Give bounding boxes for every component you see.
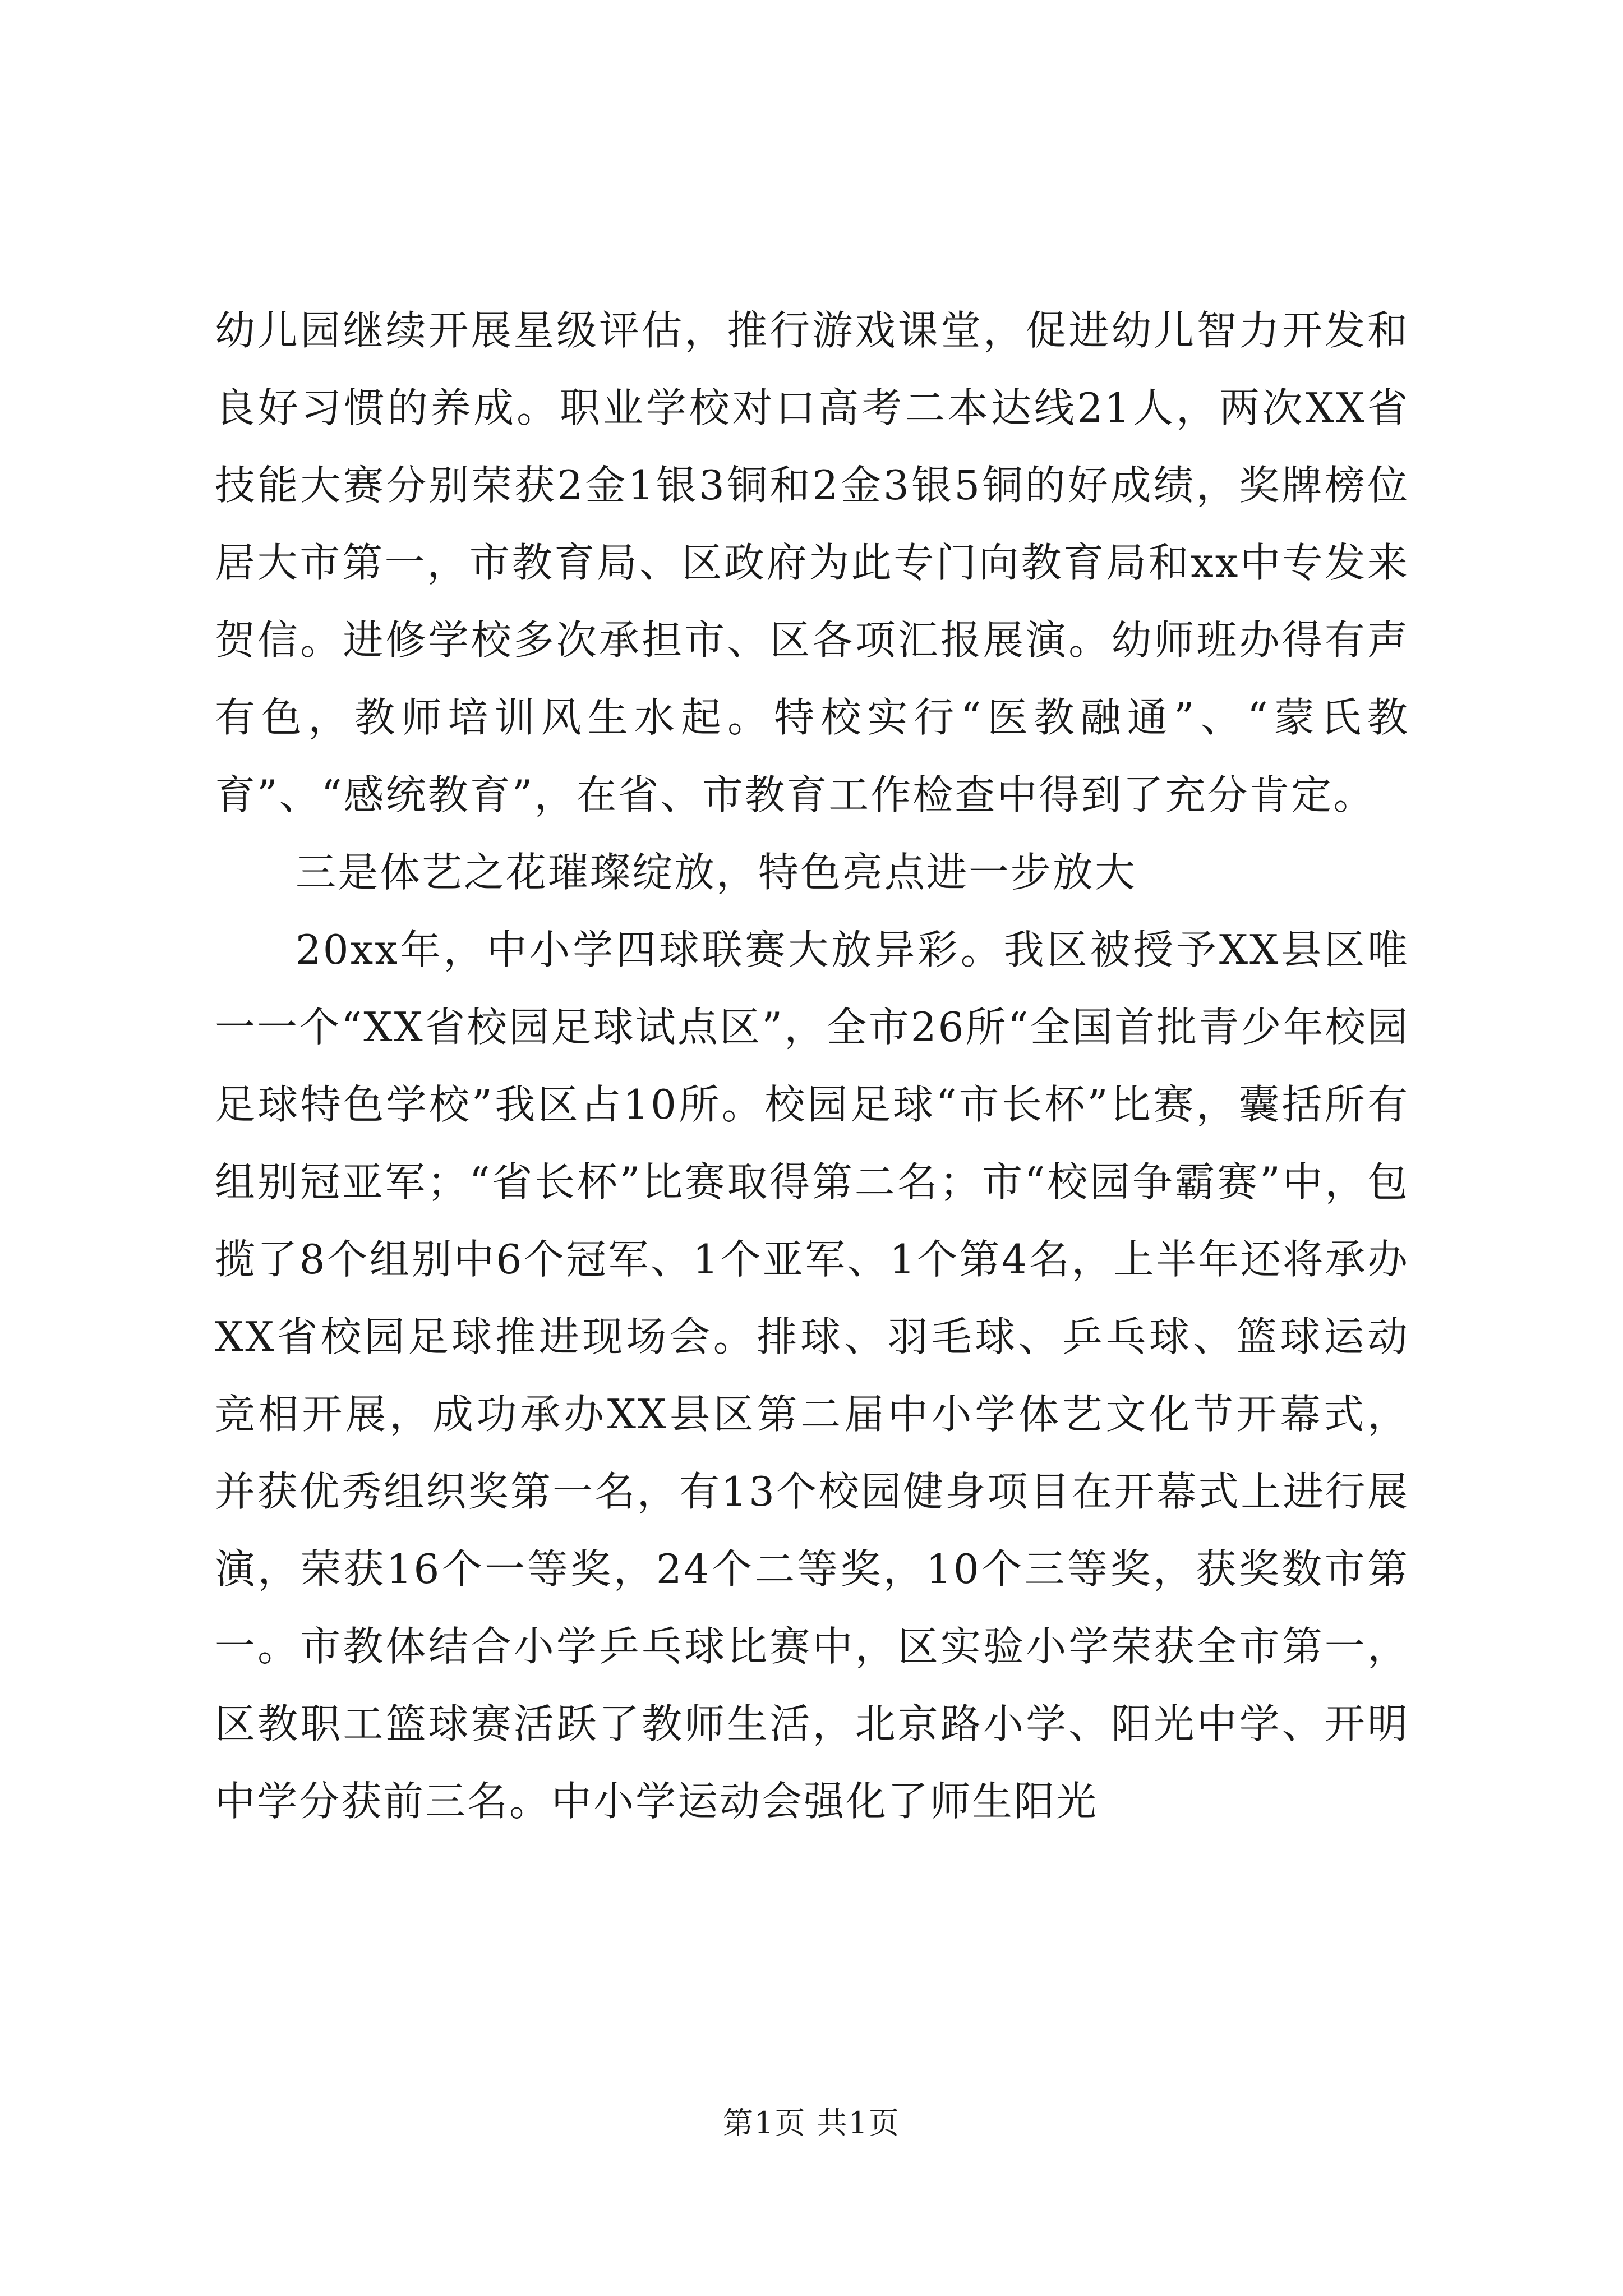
paragraph-sports: 20xx年，中小学四球联赛大放异彩。我区被授予XX县区唯一一个“XX省校园足球试点区”，全市26所“全国首批青少年校园足球特色学校”我区占10所。校园足球“市长杯”比赛，囊括所有组别冠亚军；“省长杯”比赛取得第二名；市“校园争霸赛”中，包揽了8个组别中6个冠军、1个亚军、1个第4名，上半年还将承办XX省校园足球推进现场会。排球、羽毛球、乒乓球、篮球运动竞相开展，成功承办XX县区第二届中小学体艺文化节开幕式，并获优秀组织奖第一名，有13个校园健身项目在开幕式上进行展演，荣获16个一等奖，24个二等奖，10个三等奖，获奖数市第一。市教体结合小学乒乓球比赛中，区实验小学荣获全市第一，区教职工篮球赛活跃了教师生活，北京路小学、阳光中学、开明中学分获前三名。中小学运动会强化了师生阳光 bbox=[215, 926, 1409, 1825]
paragraph-continuation: 幼儿园继续开展星级评估，推行游戏课堂，促进幼儿智力开发和良好习惯的养成。职业学校对口高考二本达线21人，两次XX省技能大赛分别荣获2金1银3铜和2金3银5铜的好成绩，奖牌榜位居大市第一，市教育局、区政府为此专门向教育局和xx中专发来贺信。进修学校多次承担市、区各项汇报展演。幼师班办得有声有色，教师培训风生水起。特校实行“医教融通”、“蒙氏教育”、“感统教育”，在省、市教育工作检查中得到了充分肯定。 bbox=[215, 307, 1409, 818]
document-body bbox=[215, 292, 1409, 1840]
page-footer: 第1页 共1页 bbox=[723, 2105, 900, 2141]
section-heading: 三是体艺之花璀璨绽放，特色亮点进一步放大 bbox=[296, 849, 1137, 896]
